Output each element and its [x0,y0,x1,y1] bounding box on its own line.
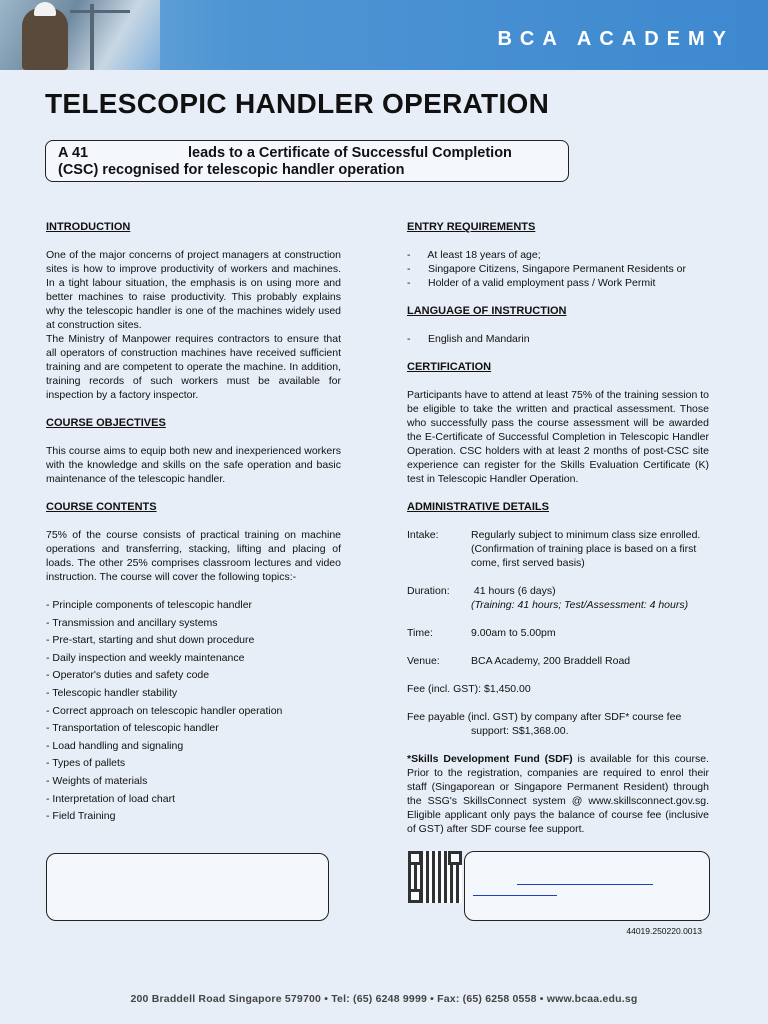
certification-heading: CERTIFICATION [407,361,492,373]
list-item: - Load handling and signaling [46,739,184,752]
venue-row [407,654,709,668]
language-heading: LANGUAGE OF INSTRUCTION [407,305,567,317]
list-item: - Interpretation of load chart [46,792,175,805]
duration-label: Duration: [407,585,450,597]
duration-note: (Training: 41 hours; Test/Assessment: 4 hours) [471,599,689,611]
list-item: - Holder of a valid employment pass / Work Permit [407,277,656,289]
worker-figure [22,8,68,70]
reference-number: 44019.250220.0013 [626,926,702,936]
introduction-paragraph-2: The Ministry of Manpower requires contractors to ensure that all operators of construction machines have received sufficient training and are competent to operate the machine. In addition, training records of such workers must be available for inspection by a factory inspector. [46,333,341,401]
introduction-paragraph-1: One of the major concerns of project managers at construction sites is how to improve productivity of workers and machines. In a tight labour situation, the emphasis is on using more and better machines to raise productivity. This probably explains why the telescopic handler is one of the machines widely used at construction sites. [46,249,341,331]
header-worker-photo [0,0,160,70]
entry-heading: ENTRY REQUIREMENTS [407,221,536,233]
time-label: Time: [407,627,433,639]
helmet-icon [34,2,56,16]
cert-line-1: leads to a Certificate of Successful Completion [188,145,512,161]
duration-value: 41 hours (6 days) [471,585,556,597]
qr-finder [448,851,462,865]
objectives-heading: COURSE OBJECTIVES [46,417,166,429]
introduction-heading: INTRODUCTION [46,221,131,233]
venue-value: BCA Academy, 200 Braddell Road [471,655,631,667]
list-item: - Types of pallets [46,757,126,770]
list-item: - Singapore Citizens, Singapore Permanent Residents or [407,263,686,275]
list-item: - Daily inspection and weekly maintenance [46,651,245,664]
list-item: - Weights of materials [46,774,148,787]
page-title: TELESCOPIC HANDLER OPERATION [45,88,550,119]
list-item: - Operator's duties and safety code [46,669,210,682]
left-blank-box [46,853,329,921]
entry-list [407,248,709,290]
crane-mast [90,4,94,70]
bca-academy-logo: BCA ACADEMY [497,28,734,50]
duration-row [407,584,709,612]
list-item: - Transmission and ancillary systems [46,616,218,629]
objectives-text: This course aims to equip both new and inexperienced workers with the knowledge and skills on the safe operation and basic maintenance of the telescopic handler. [46,445,341,485]
header-banner [0,0,768,70]
right-column [407,220,709,836]
language-item: - English and Mandarin [407,333,530,345]
sdf-paragraph [407,752,709,836]
topics-list [46,598,341,823]
certification-text: Participants have to attend at least 75% of the training session to be eligible to take the written and practical assessment. Those who successfully pass the course assessment will be awarded the E-Certificate of Successful Completion in Telescopic Handler Operation. CSC holders with at least 2 months of post-CSC site experience can register for the Skills Evaluation Certificate (K) test in Telescopic Handler Operation. [407,389,709,485]
certificate-box [45,140,569,182]
time-value: 9.00am to 5.00pm [471,627,556,639]
list-item: - At least 18 years of age; [407,249,541,261]
contents-text: 75% of the course consists of practical training on machine operations and transferring, stacking, lifting and placing of loads. The other 25% comprises classroom lectures and video instruction. The course will cover the following topics:- [46,529,341,583]
intake-label: Intake: [407,529,439,541]
qr-finder [408,851,422,865]
list-item: - Transportation of telescopic handler [46,722,219,735]
admin-heading: ADMINISTRATIVE DETAILS [407,501,549,513]
qr-finder [408,889,422,903]
registration-link-box [464,851,710,921]
intake-value: Regularly subject to minimum class size enrolled. (Confirmation of training place is based on a first come, first served basis) [471,529,701,569]
fee-support-text: support: S$1,368.00. [471,725,569,737]
time-row [407,626,709,640]
list-item: - Principle components of telescopic handler [46,599,253,611]
qr-code-icon[interactable] [408,851,462,903]
left-column [46,220,341,827]
sdf-bold: *Skills Development Fund (SDF) [407,753,573,765]
sdf-text: is available for this course. Prior to the registration, companies are required to enrol their staff (Singaporean or Singapore Permanent Resident) through the SSG's SkillsConnect system @ www.skillsconnect.gov.sg. Eligible applicant only pays the balance of course fee (inclusive of GST) after SDF course fee support. [407,753,709,835]
fee-text: Fee (incl. GST): $1,450.00 [407,683,531,695]
list-item: - Telescopic handler stability [46,686,178,699]
contents-heading: COURSE CONTENTS [46,501,157,513]
link-underline-2[interactable] [473,895,557,896]
list-item: - Field Training [46,810,116,823]
crane-jib [70,10,130,13]
fee-payable-text: Fee payable (incl. GST) by company after SDF* course fee [407,711,682,723]
intake-row [407,528,709,570]
course-code: A 41 [58,145,89,161]
link-underline-1[interactable] [517,884,653,885]
list-item: - Pre-start, starting and shut down procedure [46,634,255,647]
list-item: - Correct approach on telescopic handler operation [46,704,283,717]
venue-label: Venue: [407,655,440,667]
footer-contact: 200 Braddell Road Singapore 579700 • Tel: (65) 6248 9999 • Fax: (65) 6258 0558 • www.bcaa.edu.sg [130,993,638,1005]
cert-line-2: (CSC) recognised for telescopic handler operation [58,162,405,178]
